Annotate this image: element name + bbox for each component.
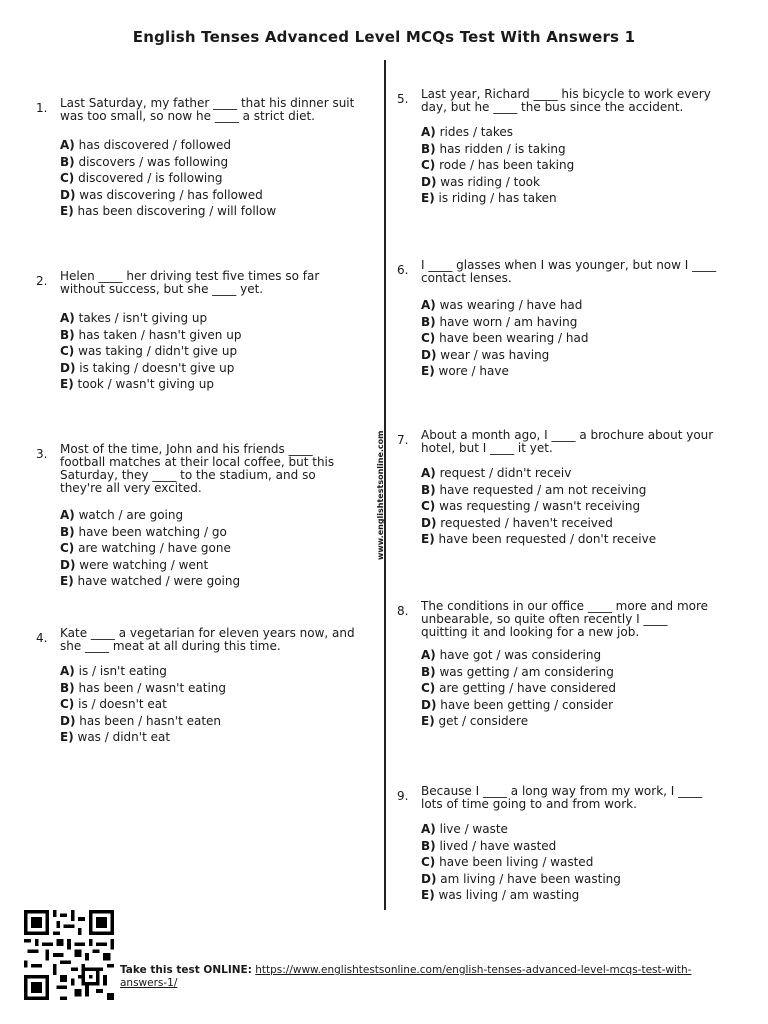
- question-number: 8.: [397, 604, 409, 618]
- options-list: [60, 507, 356, 590]
- option-a[interactable]: A) rides / takes: [421, 125, 514, 139]
- option-a[interactable]: A) live / waste: [421, 822, 508, 836]
- option-e[interactable]: E) get / considere: [421, 714, 529, 728]
- option-c[interactable]: C) was taking / didn't give up: [60, 344, 238, 358]
- option-c[interactable]: C) are getting / have considered: [421, 681, 617, 695]
- option-a[interactable]: A) is / isn't eating: [60, 664, 167, 678]
- option-d[interactable]: D) has been / hasn't eaten: [60, 713, 222, 728]
- side-watermark-url: www.englishtestsonline.com: [376, 430, 385, 560]
- question-number: 9.: [397, 789, 409, 803]
- question-text: Because I ____ a long way from my work, I ____ lots of time going to and from work.: [421, 784, 703, 811]
- question-2: [36, 270, 356, 393]
- test-online-link[interactable]: https://www.englishtestsonline.com/english-tenses-advanced-level-mcqs-test-with-answers-1/: [120, 964, 692, 989]
- question-text: Last year, Richard ____ his bicycle to work every day, but he ____ the bus since the accident.: [421, 87, 711, 114]
- option-d[interactable]: D) is taking / doesn't give up: [60, 360, 235, 375]
- question-number: 1.: [36, 101, 48, 115]
- option-e[interactable]: E) have been requested / don't receive: [421, 532, 657, 546]
- option-e[interactable]: E) was / didn't eat: [60, 730, 171, 744]
- option-a[interactable]: A) takes / isn't giving up: [60, 311, 208, 325]
- option-c[interactable]: C) have been living / wasted: [421, 855, 594, 869]
- footer-cta: [120, 964, 720, 990]
- question-1: [36, 97, 356, 220]
- option-d[interactable]: D) was riding / took: [421, 174, 540, 189]
- question-9: [397, 785, 717, 904]
- option-d[interactable]: D) am living / have been wasting: [421, 871, 621, 886]
- options-list: [421, 821, 717, 904]
- options-list: [421, 465, 717, 548]
- option-c[interactable]: C) is / doesn't eat: [60, 697, 167, 711]
- option-d[interactable]: D) have been getting / consider: [421, 697, 614, 712]
- question-number: 5.: [397, 92, 409, 106]
- options-list: [60, 663, 356, 746]
- option-a[interactable]: A) was wearing / have had: [421, 298, 583, 312]
- option-b[interactable]: B) discovers / was following: [60, 154, 229, 169]
- option-e[interactable]: E) have watched / were going: [60, 574, 241, 588]
- option-b[interactable]: B) have requested / am not receiving: [421, 482, 647, 497]
- option-b[interactable]: B) have been watching / go: [60, 524, 227, 539]
- question-7: [397, 429, 717, 548]
- options-list: [421, 124, 717, 207]
- option-d[interactable]: D) wear / was having: [421, 347, 550, 362]
- option-e[interactable]: E) took / wasn't giving up: [60, 377, 215, 391]
- options-list: [421, 647, 717, 730]
- option-b[interactable]: B) has taken / hasn't given up: [60, 327, 242, 342]
- footer-lead: Take this test ONLINE:: [120, 964, 252, 976]
- question-4: [36, 627, 356, 746]
- page-title: English Tenses Advanced Level MCQs Test With Answers 1: [132, 28, 636, 46]
- option-d[interactable]: D) was discovering / has followed: [60, 187, 263, 202]
- option-e[interactable]: E) was living / am wasting: [421, 888, 580, 902]
- option-c[interactable]: C) rode / has been taking: [421, 158, 575, 172]
- option-c[interactable]: C) discovered / is following: [60, 171, 223, 185]
- question-text: About a month ago, I ____ a brochure about your hotel, but I ____ it yet.: [421, 428, 714, 455]
- option-c[interactable]: C) was requesting / wasn't receiving: [421, 499, 641, 513]
- option-b[interactable]: B) have worn / am having: [421, 314, 578, 329]
- option-e[interactable]: E) has been discovering / will follow: [60, 204, 277, 218]
- option-d[interactable]: D) requested / haven't received: [421, 515, 613, 530]
- question-text: Helen ____ her driving test five times so far without success, but she ____ yet.: [60, 269, 320, 296]
- option-a[interactable]: A) watch / are going: [60, 508, 184, 522]
- question-number: 6.: [397, 263, 409, 277]
- question-number: 2.: [36, 274, 48, 288]
- option-b[interactable]: B) was getting / am considering: [421, 664, 614, 679]
- option-e[interactable]: E) wore / have: [421, 364, 509, 378]
- option-a[interactable]: A) request / didn't receiv: [421, 466, 572, 480]
- question-3: [36, 443, 356, 590]
- qr-code-icon[interactable]: [24, 910, 114, 1000]
- option-a[interactable]: A) has discovered / followed: [60, 138, 231, 152]
- options-list: [421, 297, 717, 380]
- option-a[interactable]: A) have got / was considering: [421, 648, 602, 662]
- option-b[interactable]: B) has ridden / is taking: [421, 141, 566, 156]
- option-b[interactable]: B) lived / have wasted: [421, 838, 557, 853]
- question-number: 7.: [397, 433, 409, 447]
- question-text: Last Saturday, my father ____ that his dinner suit was too small, so now he ____ a strict diet.: [60, 96, 355, 123]
- options-list: [60, 137, 356, 220]
- question-6: [397, 259, 717, 380]
- option-d[interactable]: D) were watching / went: [60, 557, 209, 572]
- question-text: Most of the time, John and his friends ____ football matches at their local coffee, but this Saturday, they ____ to the stadium, and so they're all very excited.: [60, 442, 335, 495]
- options-list: [60, 310, 356, 393]
- question-text: Kate ____ a vegetarian for eleven years now, and she ____ meat at all during this time.: [60, 626, 355, 653]
- option-b[interactable]: B) has been / wasn't eating: [60, 680, 226, 695]
- option-e[interactable]: E) is riding / has taken: [421, 191, 557, 205]
- question-8: [397, 600, 717, 730]
- option-c[interactable]: C) have been wearing / had: [421, 331, 589, 345]
- question-text: I ____ glasses when I was younger, but now I ____ contact lenses.: [421, 258, 717, 285]
- question-number: 3.: [36, 447, 48, 461]
- question-number: 4.: [36, 631, 48, 645]
- option-c[interactable]: C) are watching / have gone: [60, 541, 231, 555]
- question-5: [397, 88, 717, 207]
- question-text: The conditions in our office ____ more and more unbearable, so quite often recently I ____ quitting it and looking for a new job.: [421, 599, 709, 639]
